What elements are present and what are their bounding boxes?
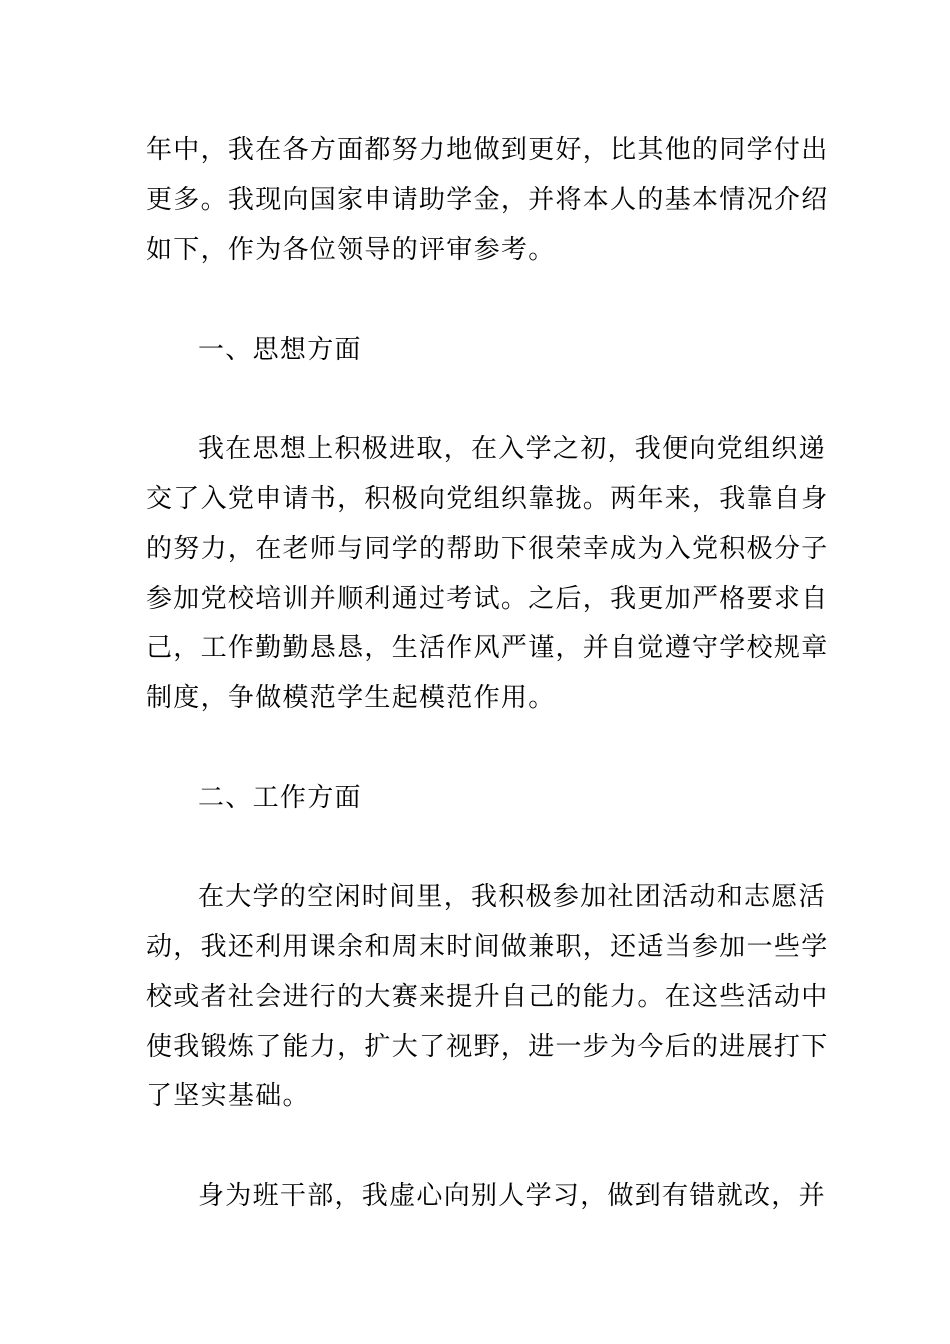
section2-line-1: 在大学的空闲时间里，我积极参加社团活动和志愿活 <box>198 882 826 912</box>
section2-line-5: 了坚实基础。 <box>146 1081 310 1111</box>
section2-line-4: 使我锻炼了能力，扩大了视野，进一步为今后的进展打下 <box>146 1032 829 1062</box>
section1-line-2: 交了入党申请书，积极向党组织靠拢。两年来，我靠自身 <box>146 484 829 514</box>
section1-line-6: 制度，争做模范学生起模范作用。 <box>146 683 556 713</box>
section1-line-3: 的努力，在老师与同学的帮助下很荣幸成为入党积极分子 <box>146 534 829 564</box>
section1-line-1: 我在思想上积极进取，在入学之初，我便向党组织递 <box>198 434 826 464</box>
intro-line-1: 年中，我在各方面都努力地做到更好，比其他的同学付出 <box>146 135 829 165</box>
section1-line-4: 参加党校培训并顺利通过考试。之后，我更加严格要求自 <box>146 584 829 614</box>
section2-line-3: 校或者社会进行的大赛来提升自己的能力。在这些活动中 <box>146 982 829 1012</box>
section-heading-work: 二、工作方面 <box>198 783 362 813</box>
section3-line-1: 身为班干部，我虚心向别人学习，做到有错就改，并 <box>198 1181 826 1211</box>
section2-line-2: 动，我还利用课余和周末时间做兼职，还适当参加一些学 <box>146 932 829 962</box>
intro-line-2: 更多。我现向国家申请助学金，并将本人的基本情况介绍 <box>146 185 829 215</box>
section1-line-5: 己，工作勤勤恳恳，生活作风严谨，并自觉遵守学校规章 <box>146 633 829 663</box>
intro-line-3: 如下，作为各位领导的评审参考。 <box>146 235 556 265</box>
section-heading-thought: 一、思想方面 <box>198 335 362 365</box>
